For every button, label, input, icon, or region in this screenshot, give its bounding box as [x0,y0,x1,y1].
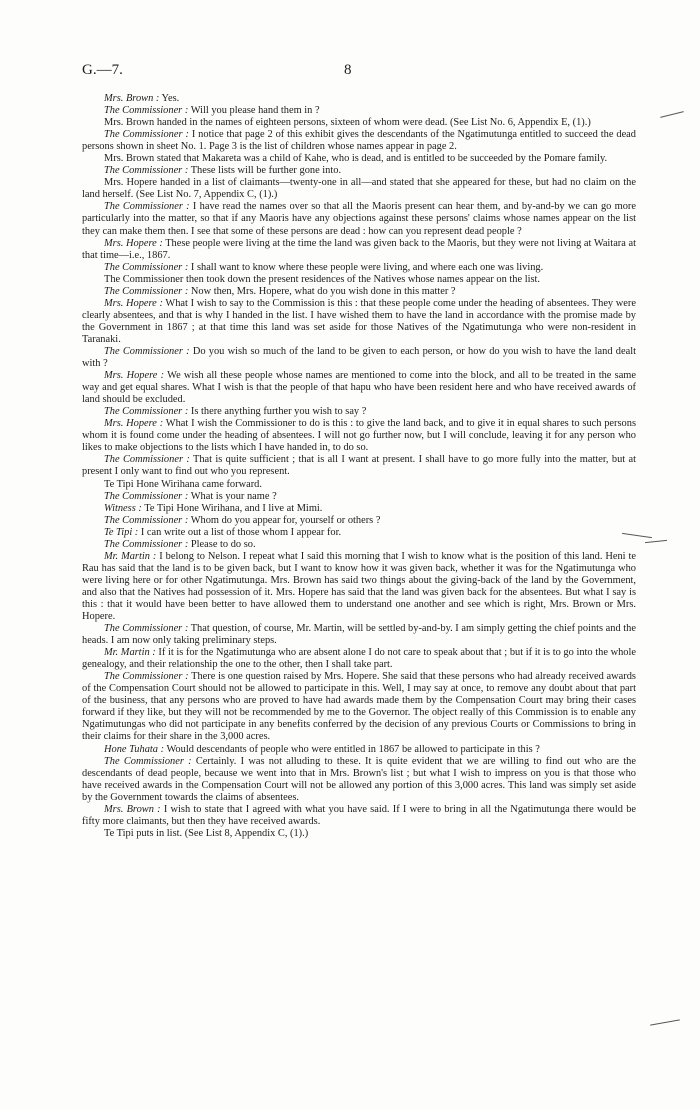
speaker-name: Te Tipi : [104,526,139,538]
paragraph-text: These people were living at the time the land was given back to the Maoris, but they were not living at Waitara at that time—i.e., 1867. [82,237,636,261]
paragraph-text: Certainly. I was not alluding to these. It is quite evident that we are willing to find out who are the descendants of dead people, because we went into that in Mrs. Brown's list ; but what I wish to impress on you is that those who have received awards in the Compensation Court will not be allowed any portion of this 3,000 acres. This land was simply set aside by the Government towards the claims of absentees. [82,755,636,803]
margin-mark [650,1019,680,1025]
paragraph-text: That question, of course, Mr. Martin, will be settled by-and-by. I am simply getting the chief points and the heads. I am now only taking preliminary steps. [82,623,636,647]
speaker-name: Mrs. Hopere : [104,418,164,430]
transcript-paragraph [82,93,636,105]
paragraph-text: What I wish to say to the Commission is this : that these people come under the heading of absentees. They were clearly absentees, and that is why I handed in the list. I have wished them to have the land in accordance with the promise made by the Government in 1867 ; at that time this land was set aside for those Natives of the Ngatimutunga who were non-resident in Taranaki. [82,297,636,345]
paragraph-text: Is there anything further you wish to say ? [188,406,367,418]
speaker-name: The Commissioner : [104,165,189,177]
paragraph-text: These lists will be further gone into. [188,165,342,177]
transcript-paragraph [82,370,636,406]
paragraph-text: I can write out a list of those whom I appear for. [138,526,342,538]
speaker-name: Mrs. Brown : [104,803,161,815]
speaker-name: The Commissioner : [104,406,189,418]
speaker-name: The Commissioner : [104,105,189,117]
speaker-name: The Commissioner : [104,514,189,526]
paragraph-text: I shall want to know where these people were living, and where each one was living. [188,261,544,273]
transcript-paragraph [82,515,636,527]
paragraph-text: If it is for the Ngatimutunga who are absent alone I do not care to speak about that ; but if it is to go into the whole genealogy, and their relationship the one to the other, then I shall take part. [82,647,636,671]
speaker-name: The Commissioner : [104,454,190,466]
transcript-paragraph [82,298,636,346]
paragraph-text: Would descendants of people who were entitled in 1867 be allowed to participate in this ? [164,743,540,755]
transcript-paragraph [82,346,636,370]
page-header [82,62,622,80]
margin-mark [645,540,667,543]
transcript-paragraph [82,551,636,623]
transcript-paragraph [82,165,636,177]
speaker-name: The Commissioner : [104,345,190,357]
transcript-paragraph [82,744,636,756]
transcript-paragraph [82,454,636,478]
margin-mark [660,111,684,118]
speaker-name: The Commissioner : [104,755,192,767]
page-number: 8 [344,62,352,78]
paragraph-text: Now then, Mrs. Hopere, what do you wish done in this matter ? [188,285,456,297]
transcript-paragraph [82,177,636,201]
transcript-paragraph [82,647,636,671]
transcript-paragraph [82,286,636,298]
speaker-name: The Commissioner : [104,261,189,273]
transcript-paragraph [82,406,636,418]
transcript-paragraph [82,153,636,165]
speaker-name: Mrs. Hopere : [104,297,163,309]
speaker-name: The Commissioner : [104,671,189,683]
transcript-paragraph [82,418,636,454]
paragraph-text: I notice that page 2 of this exhibit gives the descendants of the Ngatimutunga entitled to succeed the dead persons shown in sheet No. 1. Page 3 is the list of children whose names appear in page 2. [82,129,636,153]
transcript-paragraph [82,491,636,503]
paragraph-text: Do you wish so much of the land to be given to each person, or how do you wish to have the land dealt with ? [82,345,636,370]
paragraph-text: The Commissioner then took down the present residences of the Natives whose names appear on the list. [104,273,541,285]
paragraph-text: That is quite sufficient ; that is all I want at present. I shall have to go more fully into the matter, but at present I only want to find out who you represent. [82,454,636,478]
speaker-name: The Commissioner : [104,623,189,635]
paragraph-text: Mrs. Hopere handed in a list of claimants—twenty-one in all—and stated that she appeared for these, but had no claim on the land herself. (See List No. 7, Appendix C, (1).) [82,177,636,201]
transcript-paragraph [82,117,636,129]
speaker-name: The Commissioner : [104,201,190,213]
paragraph-text: Mrs. Brown handed in the names of eighteen persons, sixteen of whom were dead. (See List No. 6, Appendix E, (1).) [104,117,591,129]
transcript-paragraph [82,105,636,117]
speaker-name: The Commissioner : [104,129,189,141]
transcript-paragraph [82,238,636,262]
transcript-body [82,93,636,840]
paragraph-text: We wish all these people whose names are mentioned to come into the block, and all to be treated in the same way and get equal shares. What I wish is that the people of that hapu who have been resident here and who have received awards of land should be excluded. [82,370,636,406]
paragraph-text: I wish to state that I agreed with what you have said. If I were to bring in all the Ngatimutunga there would be fifty more claimants, but then they have received awards. [82,803,636,827]
transcript-paragraph [82,503,636,515]
transcript-paragraph [82,479,636,491]
paragraph-text: Please to do so. [188,538,256,550]
speaker-name: Witness : [104,502,142,514]
transcript-paragraph [82,129,636,153]
speaker-name: The Commissioner : [104,490,189,502]
transcript-paragraph [82,274,636,286]
paragraph-text: Whom do you appear for, yourself or others ? [188,514,381,526]
paragraph-text: Te Tipi Hone Wirihana came forward. [104,478,262,490]
transcript-paragraph [82,828,636,840]
transcript-paragraph [82,804,636,828]
speaker-name: Mrs. Brown : [104,93,160,104]
speaker-name: Mr. Martin : [104,647,156,659]
speaker-name: Mr. Martin : [104,550,157,562]
transcript-paragraph [82,539,636,551]
paragraph-text: There is one question raised by Mrs. Hopere. She said that these persons who had already received awards of the Compensation Court should not be allowed to participate in this. Well, I may say at once, to remove any doubt about that part of the business, that any persons who are proved to have had awards made them by the Compensation Court may bring their cases forward if they like, but they will not be recommended by me to the Governor. The object really of this Commission is to enable any Ngatimutungas who did not participate in any benefits conferred by the decision of any previous Courts or Commissions to bring in their claims for their share in the 3,000 acres. [82,671,636,743]
paragraph-text: What is your name ? [188,490,277,502]
paragraph-text: Te Tipi puts in list. (See List 8, Appendix C, (1).) [104,827,309,839]
paragraph-text: What I wish the Commissioner to do is this : to give the land back, and to give it in equal shares to such persons whom it is found come under the heading of absentees. I will not go further now, but I will conclude, leaving it for any person who likes to make objections to the lists which I have handed in, to do so. [82,418,636,454]
speaker-name: The Commissioner : [104,538,189,550]
speaker-name: Mrs. Hopere : [104,237,163,249]
paragraph-text: Mrs. Brown stated that Makareta was a child of Kahe, who is dead, and is entitled to be succeeded by the Pomare family. [104,153,608,165]
paragraph-text: I belong to Nelson. I repeat what I said this morning that I wish to know what is the position of this land. Heni te Rau has said that the land is to be given back, but I want to know how it was given back, whether it was for the Ngatimutunga who were living here or for other Ngatimutunga. Mrs. Brown has said two things about the giving-back of the land by the Government, and also that the Natives had possession of it. Mrs. Hopere has said that the land was given back for the absentees. But what I say is this : that it would have been better to have allowed them to understand one another and see which is right, Mrs. Brown or Mrs. Hopere. [82,550,636,623]
transcript-paragraph [82,527,636,539]
paragraph-text: Yes. [159,93,180,104]
document-reference: G.—7. [82,62,123,78]
transcript-paragraph [82,623,636,647]
speaker-name: The Commissioner : [104,285,189,297]
paragraph-text: I have read the names over so that all the Maoris present can hear them, and by-and-by we can go more particularly into the matter, so that if any Maoris have any objections against these persons' claims whose names appear on the list they can make them then. I see that some of these persons are dead : how can you represent dead people ? [82,201,636,237]
transcript-paragraph [82,671,636,743]
speaker-name: Mrs. Hopere : [104,370,165,382]
speaker-name: Hone Tuhata : [104,743,165,755]
transcript-paragraph [82,201,636,237]
paragraph-text: Will you please hand them in ? [188,105,320,117]
paragraph-text: Te Tipi Hone Wirihana, and I live at Mimi. [141,502,323,514]
transcript-paragraph [82,756,636,804]
transcript-paragraph [82,262,636,274]
